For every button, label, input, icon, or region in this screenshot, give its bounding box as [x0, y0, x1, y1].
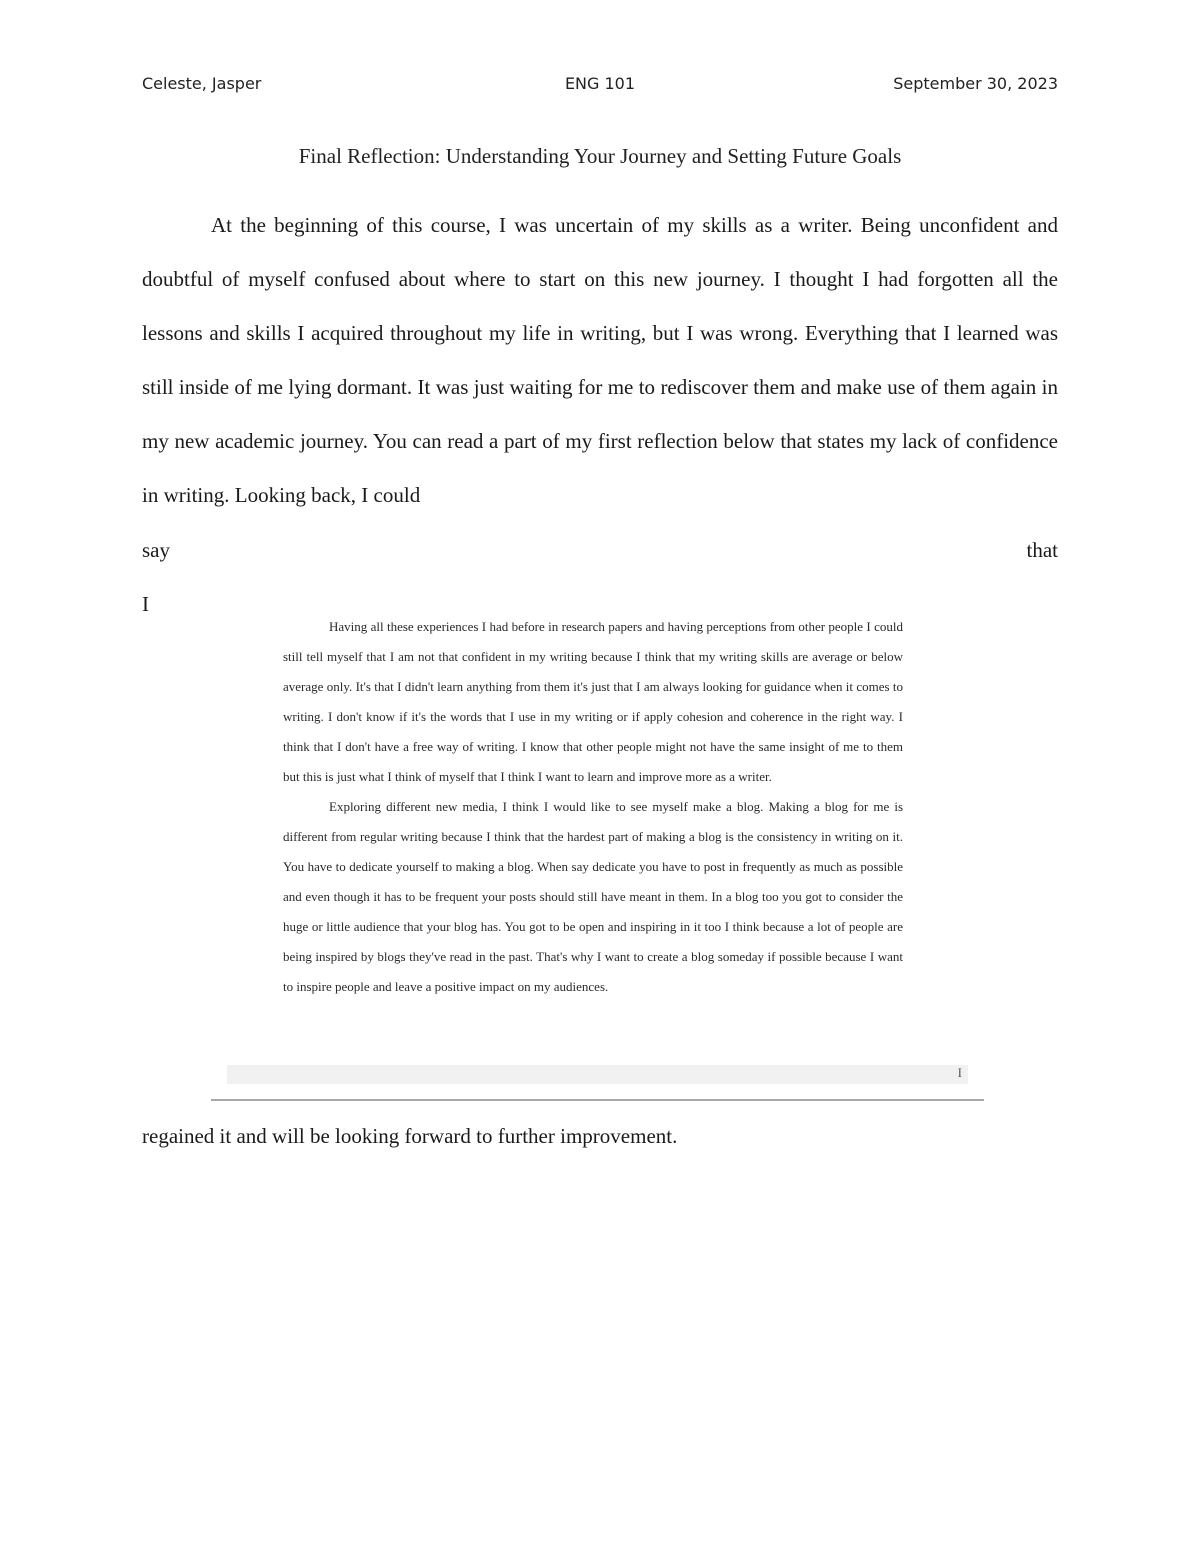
- split-word-right: that: [1026, 538, 1058, 562]
- excerpt-paragraph-2: Exploring different new media, I think I would like to see myself make a blog. Making a blog for me is different from regular writing because I think that the hardest part of making a blog is the consistency in writing on it. You have to dedicate yourself to making a blog. When say dedicate you have to post in frequently as much as possible and even though it has to be frequent your posts should still have meant in them. In a blog too you got to consider the huge or little audience that your blog has. You got to be open and inspiring in it too I think because a lot of people are being inspired by blogs they've read in the past. That's why I want to create a blog someday if possible because I want to inspire people and leave a positive impact on my audiences.: [283, 799, 903, 994]
- lone-word: I: [142, 592, 149, 616]
- closing-line: regained it and will be looking forward to further improvement.: [142, 1124, 678, 1148]
- excerpt-paragraph-1: Having all these experiences I had before in research papers and having perceptions from other people I could still tell myself that I am not that confident in my writing because I think that my writing skills are average or below average only. It's that I didn't learn anything from them it's just that I am always looking for guidance when it comes to writing. I don't know if it's the words that I use in my writing or if apply cohesion and coherence in the right way. I think that I don't have a free way of writing. I know that other people might not have the same insight of me to them but this is just what I think of myself that I think I want to learn and improve more as a writer.: [283, 619, 903, 784]
- course-code: ENG 101: [564, 74, 636, 93]
- header-date: September 30, 2023: [893, 74, 1058, 93]
- page-title: Final Reflection: Understanding Your Journey and Setting Future Goals: [298, 144, 902, 168]
- author-name: Celeste, Jasper: [142, 74, 262, 93]
- corner-mark: I: [957, 1065, 962, 1080]
- body-paragraph: At the beginning of this course, I was uncertain of my skills as a writer. Being unconfident and doubtful of myself confused about where to start on this new journey. I thought I had forgotten all the lessons and skills I acquired throughout my life in writing, but I was wrong. Everything that I learned was still inside of me lying dormant. It was just waiting for me to rediscover them and make use of them again in my new academic journey. You can read a part of my first reflection below that states my lack of confidence in writing. Looking back, I could: [142, 213, 1058, 507]
- split-word-left: say: [142, 538, 170, 562]
- embedded-reflection-image: [227, 612, 968, 1086]
- image-bottom-strip: [227, 1065, 968, 1084]
- page-header: [142, 74, 1058, 100]
- excerpt-text: [283, 612, 903, 1002]
- horizontal-rule: [211, 1099, 984, 1101]
